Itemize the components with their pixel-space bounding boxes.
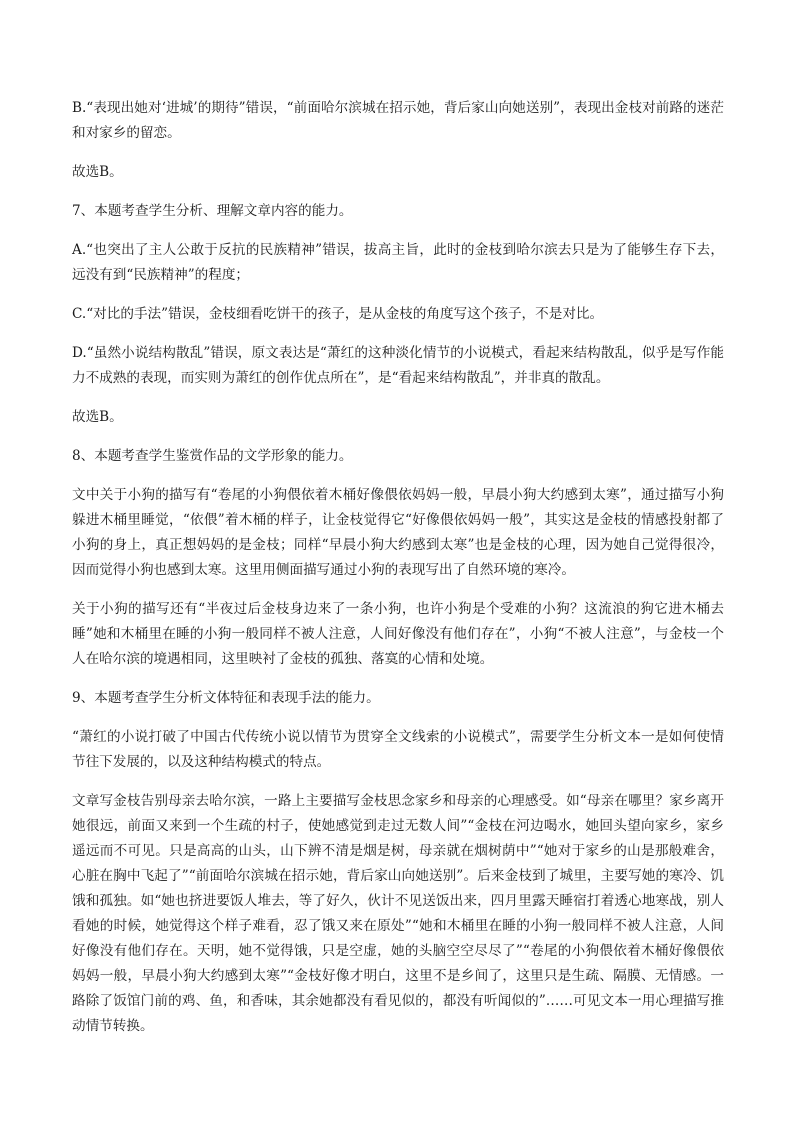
structure-analysis-detail: 文章写金枝告别母亲去哈尔滨，一路上主要描写金枝思念家乡和母亲的心理感受。如“母亲在哪里？家乡离开她很远，前面又来到一个生疏的村子，使她感觉到走过无数人间”“金枝在河边喝水，她回头望向家乡，家乡遥远而不可见。只是高高的山头，山下辨不清是烟是树，母亲就在烟树荫中”“她对于家乡的山是那般难舍，心脏在胸中飞起了”“前面哈尔滨城在招示她，背后家山向她送别”。后来金枝到了城里，主要写她的寒冷、饥饿和孤独。如“她也挤进要饭人堆去，等了好久，伙计不见送饭出来，四月里露天睡宿打着透心地寒战，别人看她的时候，她觉得这个样子难看，忍了饿又来在原处”“她和木桶里在睡的小狗一般同样不被人注意，人间好像没有他们存在。天明，她不觉得饿，只是空虚，她的头脑空空尽尽了”“卷尾的小狗偎依着木桶好像偎依妈妈一般，早晨小狗大约感到太寒”“金枝好像才明白，这里不是乡间了，这里只是生疏、隔膜、无情感。一路除了饭馆门前的鸡、鱼，和香味，其余她都没有看见似的，都没有听闻似的”……可见文本一用心理描写推动情节转换。 <box>72 793 724 1034</box>
option-a-analysis: A.“也突出了主人公敢于反抗的民族精神”错误，拔高主旨，此时的金枝到哈尔滨去只是为了能够生存下去，远没有到“民族精神”的程度； <box>72 242 724 283</box>
question-7-heading: 7、本题考查学生分析、理解文章内容的能力。 <box>72 203 353 219</box>
document-page <box>72 96 724 1053</box>
question-9-heading: 9、本题考查学生分析文体特征和表现手法的能力。 <box>72 690 380 706</box>
answer-choice-b-2: 故选B。 <box>72 409 123 425</box>
structure-analysis-intro: “萧红的小说打破了中国古代传统小说以情节为贯穿全文线索的小说模式”，需要学生分析文本一是如何使情节往下发展的，以及这种结构模式的特点。 <box>72 729 724 770</box>
option-c-analysis: C.“对比的手法”错误，金枝细看吃饼干的孩子，是从金枝的角度写这个孩子，不是对比。 <box>72 306 604 322</box>
question-8-heading: 8、本题考查学生鉴赏作品的文学形象的能力。 <box>72 448 353 464</box>
answer-choice-b: 故选B。 <box>72 164 123 180</box>
puppy-description-analysis-2: 关于小狗的描写还有“半夜过后金枝身边来了一条小狗，也许小狗是个受难的小狗？这流浪的狗它进木桶去睡”她和木桶里在睡的小狗一般同样不被人注意，人间好像没有他们存在”，小狗“不被人注意”，与金枝一个人在哈尔滨的境遇相同，这里映衬了金枝的孤独、落寞的心情和处境。 <box>72 601 724 667</box>
option-d-analysis: D.“虽然小说结构散乱”错误，原文表达是“萧红的这种淡化情节的小说模式，看起来结构散乱，似乎是写作能力不成熟的表现，而实则为萧红的创作优点所在”，是“看起来结构散乱”，并非真的散乱。 <box>72 345 724 386</box>
puppy-description-analysis: 文中关于小狗的描写有“卷尾的小狗偎依着木桶好像偎依妈妈一般，早晨小狗大约感到太寒”，通过描写小狗躲进木桶里睡觉，“依偎”着木桶的样子，让金枝觉得它“好像偎依妈妈一般”，其实这是金枝的情感投射都了小狗的身上，真正想妈妈的是金枝；同样“早晨小狗大约感到太寒”也是金枝的心理，因为她自己觉得很冷，因而觉得小狗也感到太寒。这里用侧面描写通过小狗的表现写出了自然环境的寒冷。 <box>72 487 724 578</box>
answer-b-explanation: B.“表现出她对‘进城’的期待”错误，“前面哈尔滨城在招示她，背后家山向她送别”，表现出金枝对前路的迷茫和对家乡的留恋。 <box>72 100 724 141</box>
